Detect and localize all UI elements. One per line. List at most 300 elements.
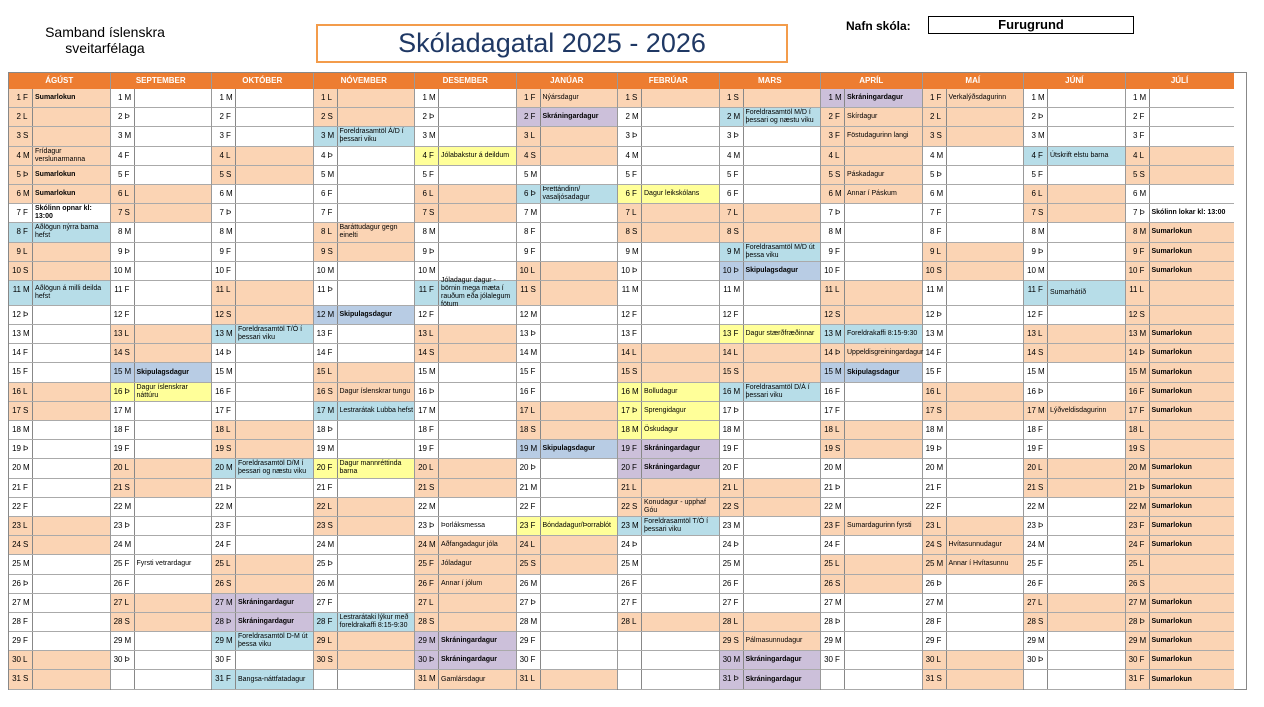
day-number: 17 bbox=[824, 405, 833, 415]
weekday-letter: F bbox=[1139, 536, 1150, 554]
day-number: 4 bbox=[1031, 150, 1036, 160]
day-cell bbox=[111, 421, 212, 440]
weekday-letter: M bbox=[1139, 459, 1150, 477]
weekday-letter: S bbox=[834, 166, 845, 184]
day-number: 7 bbox=[524, 208, 529, 218]
day-number: 21 bbox=[925, 482, 935, 492]
day-number: 2 bbox=[1133, 112, 1138, 122]
day-number: 25 bbox=[621, 559, 630, 569]
day-cell bbox=[923, 479, 1024, 498]
month-column bbox=[720, 73, 822, 689]
day-event bbox=[338, 344, 415, 362]
day-event: Sumarlokun bbox=[1151, 522, 1192, 530]
day-cell bbox=[212, 108, 313, 127]
day-cell bbox=[1126, 325, 1234, 344]
day-cell bbox=[517, 498, 618, 517]
day-cell bbox=[314, 651, 415, 670]
weekday-letter: F bbox=[124, 281, 135, 305]
day-event bbox=[744, 166, 821, 184]
day-number: 9 bbox=[219, 246, 224, 256]
day-cell bbox=[212, 670, 313, 689]
day-event bbox=[744, 147, 821, 165]
day-event bbox=[1150, 89, 1234, 107]
day-cell bbox=[517, 306, 618, 325]
day-cell bbox=[618, 575, 719, 594]
day-number: 31 bbox=[1128, 674, 1138, 684]
day-cell bbox=[1126, 262, 1234, 281]
day-cell bbox=[923, 555, 1024, 574]
day-number: 19 bbox=[925, 444, 935, 454]
day-cell bbox=[1024, 166, 1125, 185]
day-number: 5 bbox=[1133, 169, 1138, 179]
day-number: 18 bbox=[925, 425, 935, 434]
weekday-letter: S bbox=[327, 517, 338, 535]
day-cell bbox=[1024, 479, 1125, 498]
day-number: 13 bbox=[925, 329, 935, 339]
day-event: Skráningardagur bbox=[644, 445, 701, 453]
day-cell bbox=[720, 440, 821, 459]
day-number: 13 bbox=[215, 329, 224, 339]
day-event bbox=[1150, 306, 1234, 324]
weekday-letter: F bbox=[428, 281, 439, 305]
month-column bbox=[1024, 73, 1126, 689]
weekday-letter: Þ bbox=[1037, 383, 1048, 401]
weekday-letter: F bbox=[1139, 402, 1150, 420]
day-number: 1 bbox=[219, 93, 224, 102]
day-number: 14 bbox=[316, 348, 326, 358]
day-event bbox=[439, 594, 516, 612]
day-number: 8 bbox=[1133, 227, 1138, 237]
day-cell bbox=[9, 223, 110, 242]
day-cell bbox=[314, 421, 415, 440]
day-event bbox=[439, 402, 516, 420]
day-event bbox=[541, 344, 618, 362]
day-cell bbox=[415, 325, 516, 344]
weekday-letter: M bbox=[225, 185, 236, 203]
day-cell bbox=[821, 147, 922, 166]
day-number: 15 bbox=[824, 367, 833, 377]
day-cell bbox=[111, 575, 212, 594]
day-cell bbox=[314, 459, 415, 478]
day-event bbox=[744, 402, 821, 420]
day-cell bbox=[618, 402, 719, 421]
day-cell bbox=[923, 517, 1024, 536]
day-number: 12 bbox=[215, 309, 224, 319]
weekday-letter: L bbox=[225, 421, 236, 439]
day-number: 30 bbox=[722, 655, 732, 665]
day-event bbox=[845, 383, 922, 401]
day-event bbox=[135, 281, 212, 305]
day-number: 9 bbox=[727, 246, 732, 256]
day-cell bbox=[1126, 223, 1234, 242]
day-number: 23 bbox=[418, 520, 427, 530]
day-cell bbox=[9, 536, 110, 555]
day-number: 18 bbox=[215, 425, 224, 434]
weekday-letter: Þ bbox=[327, 421, 338, 439]
day-cell bbox=[618, 536, 719, 555]
day-cell bbox=[111, 363, 212, 382]
day-event bbox=[744, 613, 821, 631]
day-number: 9 bbox=[16, 246, 21, 256]
weekday-letter: M bbox=[225, 325, 236, 343]
school-name-field[interactable]: Furugrund bbox=[928, 16, 1134, 34]
day-cell bbox=[1126, 459, 1234, 478]
day-event bbox=[236, 479, 313, 497]
day-event: Skráningardagur bbox=[238, 617, 295, 625]
day-event bbox=[439, 166, 516, 184]
day-cell bbox=[415, 204, 516, 223]
day-number: 5 bbox=[321, 169, 326, 179]
day-number: 30 bbox=[1128, 655, 1138, 665]
day-event bbox=[439, 383, 516, 401]
day-number: 4 bbox=[321, 150, 326, 160]
day-number: 31 bbox=[12, 674, 21, 684]
day-number: 29 bbox=[925, 636, 935, 646]
day-number: 24 bbox=[1128, 540, 1138, 550]
weekday-letter: F bbox=[22, 632, 33, 650]
day-cell bbox=[415, 108, 516, 127]
day-number: 2 bbox=[1031, 112, 1036, 122]
day-event bbox=[439, 440, 516, 458]
weekday-letter: S bbox=[225, 306, 236, 324]
day-number: 12 bbox=[113, 309, 123, 319]
day-cell bbox=[1126, 166, 1234, 185]
day-event bbox=[236, 363, 313, 381]
weekday-letter: Þ bbox=[631, 536, 642, 554]
month-header: FEBRÚAR bbox=[618, 73, 719, 89]
day-event bbox=[1150, 166, 1234, 184]
day-event: Skipulagsdagur bbox=[136, 368, 190, 376]
day-event: Bangsa-náttfatadagur bbox=[238, 675, 306, 683]
day-event: Aðlögun nýrra barna hefst bbox=[35, 224, 99, 240]
day-cell bbox=[111, 440, 212, 459]
day-cell bbox=[9, 204, 110, 223]
day-cell bbox=[111, 498, 212, 517]
day-number: 10 bbox=[519, 265, 529, 275]
day-cell bbox=[111, 632, 212, 651]
day-number: 23 bbox=[1128, 520, 1138, 530]
weekday-letter: L bbox=[834, 147, 845, 165]
day-number: 3 bbox=[118, 131, 123, 141]
day-event bbox=[33, 459, 110, 477]
day-cell bbox=[111, 223, 212, 242]
day-event bbox=[1150, 575, 1234, 593]
day-cell bbox=[1024, 127, 1125, 146]
weekday-letter: F bbox=[631, 306, 642, 324]
day-event: Jóladagur dagur - börnin mega mæta í rauðum eða jólalegum fötum bbox=[441, 276, 511, 308]
day-event bbox=[135, 594, 212, 612]
day-number: 11 bbox=[520, 284, 529, 294]
weekday-letter: S bbox=[733, 89, 744, 107]
day-event bbox=[541, 421, 618, 439]
day-event: Skólinn opnar kl: 13:00 bbox=[35, 205, 92, 221]
day-event bbox=[1048, 89, 1125, 107]
weekday-letter: L bbox=[1139, 555, 1150, 573]
day-event bbox=[744, 281, 821, 305]
weekday-letter bbox=[834, 670, 845, 688]
day-number: 24 bbox=[215, 540, 224, 550]
day-number: 10 bbox=[215, 265, 224, 275]
day-number: 25 bbox=[519, 559, 529, 569]
day-event: Dagur mannréttinda barna bbox=[339, 460, 402, 476]
weekday-letter: M bbox=[327, 575, 338, 593]
day-cell bbox=[1024, 204, 1125, 223]
weekday-letter: Þ bbox=[1139, 613, 1150, 631]
weekday-letter: M bbox=[327, 262, 338, 280]
weekday-letter: M bbox=[22, 185, 33, 203]
day-cell bbox=[821, 281, 922, 306]
day-event bbox=[947, 204, 1024, 222]
day-number: 12 bbox=[1027, 309, 1036, 319]
weekday-letter: M bbox=[834, 632, 845, 650]
day-cell bbox=[720, 517, 821, 536]
day-cell bbox=[9, 166, 110, 185]
day-cell bbox=[821, 498, 922, 517]
day-event bbox=[236, 517, 313, 535]
day-cell bbox=[821, 594, 922, 613]
day-event bbox=[642, 108, 719, 126]
day-number: 27 bbox=[418, 597, 427, 607]
day-cell bbox=[821, 363, 922, 382]
weekday-letter: L bbox=[22, 108, 33, 126]
weekday-letter: M bbox=[124, 536, 135, 554]
weekday-letter bbox=[327, 670, 338, 688]
weekday-letter: S bbox=[733, 632, 744, 650]
day-event: Uppeldisgreiningardagur bbox=[847, 349, 924, 357]
day-number: 22 bbox=[621, 501, 630, 511]
day-number: 8 bbox=[16, 227, 21, 237]
day-number: 20 bbox=[1128, 463, 1138, 473]
weekday-letter: S bbox=[936, 127, 947, 145]
day-cell bbox=[212, 127, 313, 146]
weekday-letter: Þ bbox=[530, 325, 541, 343]
day-event bbox=[1150, 555, 1234, 573]
weekday-letter: L bbox=[1139, 147, 1150, 165]
day-cell bbox=[212, 89, 313, 108]
weekday-letter: Þ bbox=[1037, 517, 1048, 535]
day-event bbox=[338, 325, 415, 343]
day-number: 10 bbox=[316, 265, 326, 275]
day-number: 11 bbox=[621, 284, 630, 294]
weekday-letter: L bbox=[327, 89, 338, 107]
day-number: 15 bbox=[215, 367, 224, 377]
day-event bbox=[135, 306, 212, 324]
day-number: 2 bbox=[524, 112, 529, 122]
day-number: 13 bbox=[722, 329, 732, 339]
day-cell bbox=[9, 421, 110, 440]
day-number: 22 bbox=[925, 501, 935, 511]
day-cell bbox=[415, 383, 516, 402]
day-number: 6 bbox=[828, 188, 833, 198]
weekday-letter: M bbox=[530, 479, 541, 497]
day-number: 1 bbox=[524, 93, 529, 102]
day-event bbox=[845, 555, 922, 573]
day-cell bbox=[821, 670, 922, 689]
weekday-letter: L bbox=[1139, 421, 1150, 439]
day-cell bbox=[821, 651, 922, 670]
day-cell bbox=[1126, 517, 1234, 536]
day-number: 15 bbox=[316, 367, 326, 377]
day-number: 26 bbox=[316, 578, 326, 588]
weekday-letter: M bbox=[1037, 363, 1048, 381]
day-number: 25 bbox=[316, 559, 326, 569]
day-event: Foreldrasamtöl T/Ó í þessari viku bbox=[644, 518, 709, 534]
day-cell bbox=[9, 479, 110, 498]
weekday-letter: L bbox=[936, 517, 947, 535]
day-event bbox=[33, 383, 110, 401]
weekday-letter: S bbox=[936, 402, 947, 420]
day-number: 29 bbox=[113, 636, 123, 646]
day-cell bbox=[618, 421, 719, 440]
day-cell bbox=[720, 555, 821, 574]
day-event: Sumarlokun bbox=[1151, 598, 1192, 606]
day-event bbox=[744, 204, 821, 222]
day-cell bbox=[1126, 243, 1234, 262]
day-number: 9 bbox=[1133, 246, 1138, 256]
weekday-letter: L bbox=[530, 402, 541, 420]
day-number: 27 bbox=[722, 597, 732, 607]
weekday-letter: M bbox=[631, 517, 642, 535]
day-number: 20 bbox=[418, 463, 427, 473]
day-cell bbox=[9, 594, 110, 613]
day-cell bbox=[9, 459, 110, 478]
day-event: Bolludagur bbox=[644, 387, 678, 395]
day-number: 27 bbox=[1128, 597, 1138, 607]
day-cell bbox=[415, 402, 516, 421]
day-cell bbox=[1024, 498, 1125, 517]
weekday-letter: S bbox=[1139, 575, 1150, 593]
day-cell bbox=[1024, 363, 1125, 382]
day-number: 9 bbox=[930, 246, 935, 256]
day-cell bbox=[517, 147, 618, 166]
day-number: 21 bbox=[418, 482, 427, 492]
day-event bbox=[947, 613, 1024, 631]
calendar-grid bbox=[8, 72, 1247, 690]
day-event bbox=[541, 383, 618, 401]
day-cell bbox=[720, 223, 821, 242]
weekday-letter: F bbox=[225, 383, 236, 401]
day-cell bbox=[212, 632, 313, 651]
month-header: OKTÓBER bbox=[212, 73, 313, 89]
day-cell bbox=[212, 262, 313, 281]
day-event bbox=[439, 108, 516, 126]
day-event bbox=[845, 204, 922, 222]
weekday-letter: S bbox=[124, 344, 135, 362]
day-number: 6 bbox=[219, 188, 224, 198]
day-number: 15 bbox=[722, 367, 732, 377]
day-cell bbox=[111, 325, 212, 344]
day-event: Frídagur verslunarmanna bbox=[35, 147, 86, 163]
day-number: 15 bbox=[12, 367, 21, 377]
day-event bbox=[947, 383, 1024, 401]
weekday-letter: S bbox=[631, 363, 642, 381]
day-cell bbox=[720, 281, 821, 306]
day-number: 12 bbox=[621, 309, 630, 319]
day-event bbox=[845, 651, 922, 669]
weekday-letter: F bbox=[631, 459, 642, 477]
month-header: APRÍL bbox=[821, 73, 922, 89]
day-number: 26 bbox=[722, 578, 732, 588]
day-event bbox=[338, 243, 415, 261]
day-number: 21 bbox=[722, 482, 732, 492]
day-event: Bóndadagur/Þorrablót bbox=[542, 522, 611, 530]
day-cell bbox=[618, 108, 719, 127]
day-number: 17 bbox=[215, 405, 224, 415]
day-event bbox=[541, 613, 618, 631]
weekday-letter: M bbox=[124, 498, 135, 516]
weekday-letter: L bbox=[733, 204, 744, 222]
month-header: NÓVEMBER bbox=[314, 73, 415, 89]
day-cell bbox=[212, 651, 313, 670]
day-event bbox=[1048, 651, 1125, 669]
day-event bbox=[338, 632, 415, 650]
weekday-letter: S bbox=[124, 204, 135, 222]
day-number: 17 bbox=[418, 405, 427, 415]
day-cell bbox=[9, 670, 110, 689]
weekday-letter: M bbox=[225, 223, 236, 241]
day-number: 27 bbox=[113, 597, 123, 607]
day-number: 2 bbox=[118, 112, 123, 122]
day-number: 7 bbox=[1133, 208, 1138, 218]
weekday-letter: M bbox=[22, 555, 33, 573]
weekday-letter: M bbox=[225, 89, 236, 107]
day-number: 17 bbox=[1027, 405, 1036, 415]
day-number: 20 bbox=[12, 463, 21, 473]
day-event bbox=[947, 402, 1024, 420]
day-event bbox=[33, 363, 110, 381]
day-cell bbox=[923, 536, 1024, 555]
day-event bbox=[135, 204, 212, 222]
weekday-letter: F bbox=[530, 89, 541, 107]
day-cell bbox=[517, 204, 618, 223]
day-number: 14 bbox=[722, 348, 732, 358]
weekday-letter: F bbox=[327, 613, 338, 631]
day-event bbox=[33, 670, 110, 688]
day-number bbox=[314, 670, 327, 688]
weekday-letter: F bbox=[1037, 281, 1048, 305]
day-event bbox=[1048, 575, 1125, 593]
day-event bbox=[642, 147, 719, 165]
day-event bbox=[947, 306, 1024, 324]
day-event bbox=[236, 127, 313, 145]
day-cell bbox=[517, 670, 618, 689]
day-event bbox=[135, 166, 212, 184]
weekday-letter: F bbox=[733, 306, 744, 324]
day-cell bbox=[1126, 555, 1234, 574]
weekday-letter: M bbox=[936, 147, 947, 165]
day-cell bbox=[111, 185, 212, 204]
weekday-letter: F bbox=[22, 204, 33, 222]
day-event bbox=[845, 421, 922, 439]
day-number: 24 bbox=[925, 540, 935, 550]
day-cell bbox=[314, 147, 415, 166]
weekday-letter: F bbox=[124, 147, 135, 165]
weekday-letter: M bbox=[1037, 498, 1048, 516]
weekday-letter: M bbox=[936, 281, 947, 305]
weekday-letter: Þ bbox=[936, 440, 947, 458]
weekday-letter: S bbox=[428, 344, 439, 362]
organization-name bbox=[30, 24, 180, 56]
day-number: 1 bbox=[16, 93, 21, 102]
day-number bbox=[111, 670, 124, 688]
day-event bbox=[135, 651, 212, 669]
day-number: 7 bbox=[828, 208, 833, 218]
day-cell bbox=[314, 383, 415, 402]
day-event bbox=[236, 147, 313, 165]
weekday-letter: Þ bbox=[327, 147, 338, 165]
day-event bbox=[236, 108, 313, 126]
day-cell bbox=[111, 306, 212, 325]
